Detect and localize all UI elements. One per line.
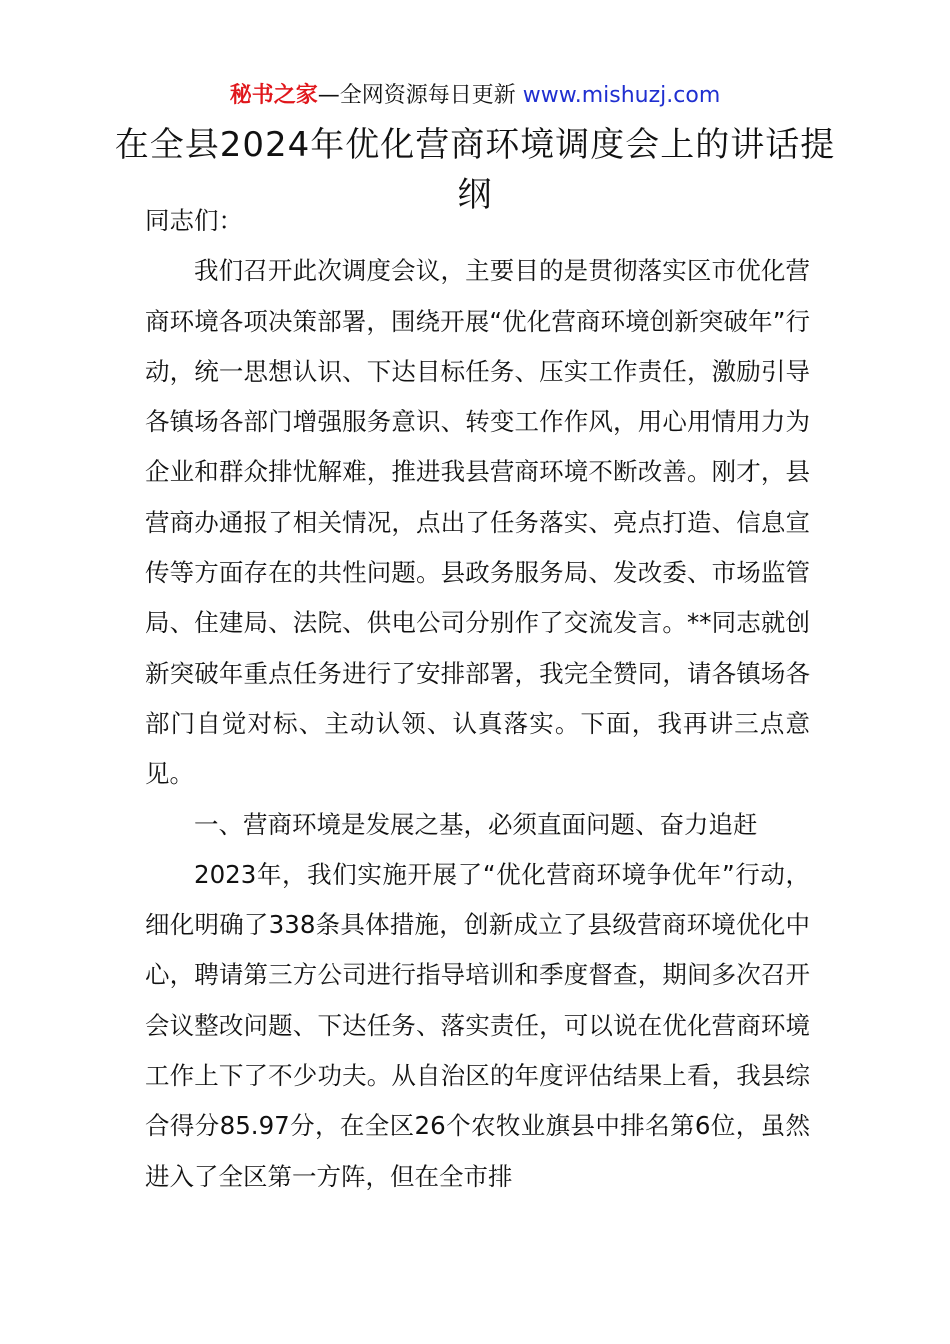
salutation: 同志们： bbox=[145, 206, 243, 235]
section-heading-1: 一、营商环境是发展之基，必须直面问题、奋力追赶 bbox=[194, 809, 758, 839]
site-header bbox=[0, 80, 950, 112]
brand-name: 秘书之家 bbox=[229, 83, 318, 108]
site-url-link[interactable]: www.mishuzj.com bbox=[522, 83, 721, 108]
header-tagline: —全网资源每日更新 bbox=[317, 83, 523, 108]
document-title: 在全县2024年优化营商环境调度会上的讲话提纲 bbox=[114, 125, 836, 215]
document-body bbox=[145, 196, 810, 1202]
paragraph-intro: 我们召开此次调度会议，主要目的是贯彻落实区市优化营商环境各项决策部署，围绕开展“优化营商环境创新突破年”行动，统一思想认识、下达目标任务、压实工作责任，激励引导各镇场各部门增强服务意识、转变工作作风，用心用情用力为企业和群众排忧解难，推进我县营商环境不断改善。刚才，县营商办通报了相关情况，点出了任务落实、亮点打造、信息宣传等方面存在的共性问题。县政务服务局、发改委、市场监管局、住建局、法院、供电公司分别作了交流发言。**同志就创新突破年重点任务进行了安排部署，我完全赞同，请各镇场各部门自觉对标、主动认领、认真落实。下面，我再讲三点意见。 bbox=[145, 256, 810, 789]
paragraph-section-1: 2023年，我们实施开展了“优化营商环境争优年”行动，细化明确了338条具体措施，创新成立了县级营商环境优化中心，聘请第三方公司进行指导培训和季度督查，期间多次召开会议整改问题、下达任务、落实责任，可以说在优化营商环境工作上下了不少功夫。从自治区的年度评估结果上看，我县综合得分85.97分，在全区26个农牧业旗县中排名第6位，虽然进入了全区第一方阵，但在全市排 bbox=[145, 859, 810, 1191]
